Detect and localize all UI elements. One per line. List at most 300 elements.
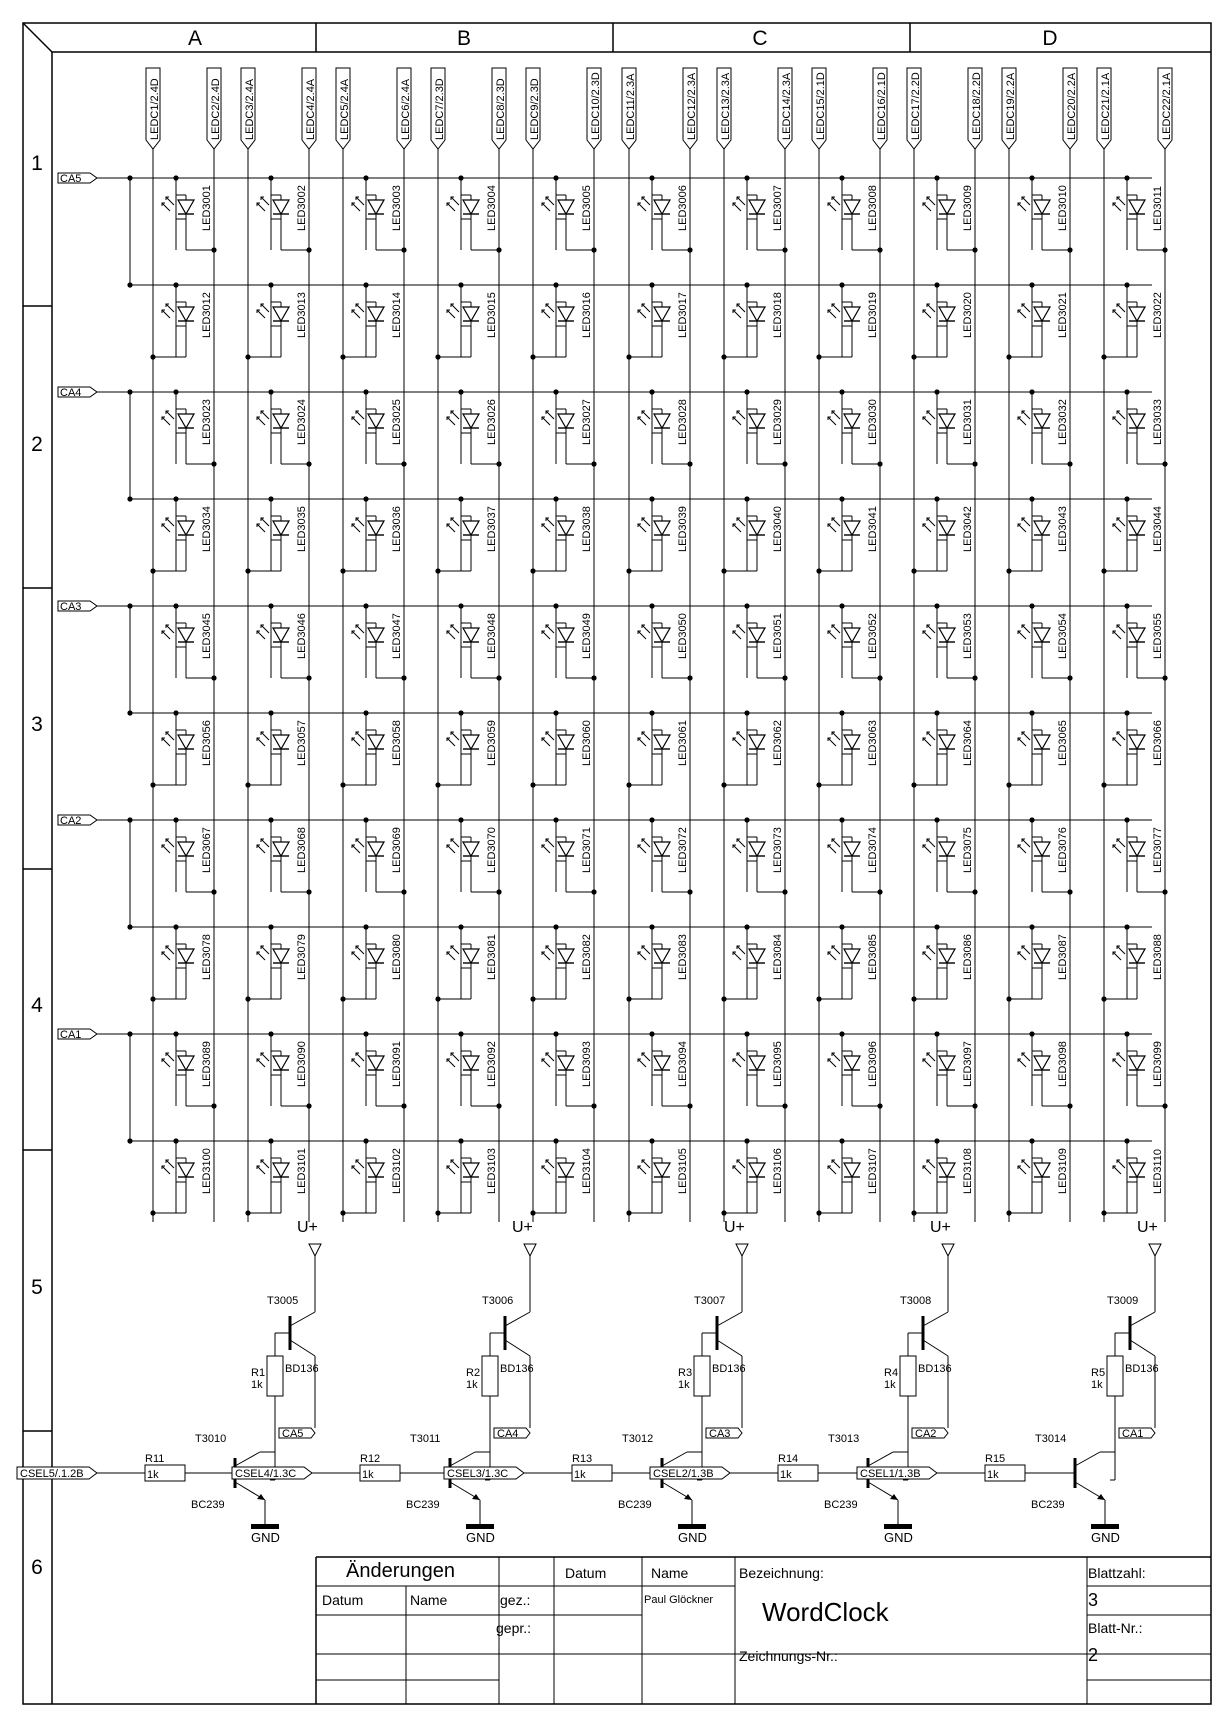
led-label: LED3090 (296, 1041, 308, 1087)
led-label: LED3024 (296, 399, 308, 445)
junction-dot (839, 603, 844, 608)
led (911, 924, 974, 1001)
led (626, 496, 689, 573)
led-label: LED3072 (677, 827, 689, 873)
led-label: LED3108 (962, 1148, 974, 1194)
supply-label: U+ (930, 1219, 951, 1236)
junction-dot (211, 247, 216, 252)
junction-dot (363, 710, 368, 715)
light-arrow-icon (832, 625, 840, 633)
led-label: LED3057 (296, 720, 308, 766)
led (816, 710, 879, 787)
grid-row-label: 1 (31, 152, 43, 175)
led-label: LED3007 (772, 185, 784, 231)
led-label: LED3041 (867, 506, 879, 552)
light-arrow-icon (737, 1053, 745, 1061)
light-arrow-icon (733, 952, 741, 960)
junction-dot (687, 1103, 692, 1108)
led (257, 817, 312, 894)
light-arrow-icon (927, 946, 935, 954)
led-diode-icon (654, 842, 670, 856)
light-arrow-icon (356, 946, 364, 954)
junction-dot (687, 461, 692, 466)
junction-dot (363, 603, 368, 608)
light-arrow-icon (352, 417, 360, 425)
led-label: LED3098 (1057, 1041, 1069, 1087)
supply-arrow-icon (942, 1244, 954, 1256)
led-diode-icon (654, 200, 670, 214)
light-arrow-icon (447, 738, 455, 746)
led-label: LED3038 (581, 506, 593, 552)
junction-dot (268, 1031, 273, 1036)
led-label: LED3011 (1152, 185, 1164, 231)
junction-dot (150, 782, 155, 787)
junction-dot (934, 603, 939, 608)
pnp-type-label: BD136 (712, 1363, 746, 1375)
light-arrow-icon (166, 732, 174, 740)
junction-dot (553, 496, 558, 501)
junction-dot (150, 568, 155, 573)
led-diode-icon (654, 1163, 670, 1177)
junction-dot (363, 1138, 368, 1143)
light-arrow-icon (828, 310, 836, 318)
column-connector (146, 68, 161, 178)
junction-dot (458, 1031, 463, 1036)
light-arrow-icon (832, 839, 840, 847)
junction-dot (1124, 389, 1129, 394)
sheet-number-label: Blatt-Nr.: (1088, 1620, 1143, 1636)
junction-dot (782, 247, 787, 252)
junction-dot (877, 1103, 882, 1108)
junction-dot (530, 1210, 535, 1215)
light-arrow-icon (832, 1160, 840, 1168)
light-arrow-icon (642, 839, 650, 847)
led (150, 924, 213, 1001)
pnp-label: T3009 (1107, 1295, 1139, 1307)
column-connector (241, 68, 256, 178)
led-label: LED3066 (1152, 720, 1164, 766)
junction-dot (649, 1031, 654, 1036)
junction-dot (649, 282, 654, 287)
light-arrow-icon (733, 524, 741, 532)
grid-column-label: C (752, 27, 768, 50)
led (923, 389, 978, 466)
led-diode-icon (368, 307, 384, 321)
led (542, 1031, 597, 1108)
junction-dot (1006, 782, 1011, 787)
led-diode-icon (1034, 414, 1050, 428)
resistor-icon (1107, 1356, 1123, 1396)
junction-dot (173, 817, 178, 822)
column-connector-label: LEDC9/2.3D (529, 78, 541, 140)
led-diode-icon (368, 628, 384, 642)
junction-dot (173, 282, 178, 287)
led-diode-icon (368, 949, 384, 963)
led-diode-icon (463, 628, 479, 642)
junction-dot (782, 889, 787, 894)
junction-dot (173, 389, 178, 394)
junction-dot (816, 568, 821, 573)
junction-dot (553, 710, 558, 715)
base-resistor-label: R11 (145, 1453, 165, 1465)
light-arrow-icon (832, 946, 840, 954)
led-diode-icon (273, 1163, 289, 1177)
junction-dot (1124, 1138, 1129, 1143)
led-label: LED3065 (1057, 720, 1069, 766)
npn-collector (235, 1452, 260, 1466)
led-diode-icon (178, 949, 194, 963)
junction-dot (268, 282, 273, 287)
led-label: LED3101 (296, 1148, 308, 1194)
led-label: LED3104 (581, 1148, 593, 1194)
led-label: LED3069 (391, 827, 403, 873)
input-label: CSEL4/1.3C (235, 1468, 297, 1480)
pnp-collector (923, 1340, 948, 1356)
junction-dot (458, 496, 463, 501)
led-diode-icon (368, 842, 384, 856)
junction-dot (530, 996, 535, 1001)
led-label: LED3023 (201, 399, 213, 445)
led (352, 389, 407, 466)
led-diode-icon (178, 307, 194, 321)
led-diode-icon (558, 628, 574, 642)
led-diode-icon (558, 842, 574, 856)
led (923, 175, 978, 252)
junction-dot (363, 175, 368, 180)
led (530, 282, 593, 359)
junction-dot (401, 889, 406, 894)
light-arrow-icon (638, 203, 646, 211)
led-label: LED3102 (391, 1148, 403, 1194)
light-arrow-icon (638, 952, 646, 960)
column-connector (907, 68, 922, 178)
light-arrow-icon (257, 310, 265, 318)
column-connector (873, 68, 888, 178)
led-label: LED3048 (486, 613, 498, 659)
led (447, 603, 502, 680)
led (1113, 1031, 1168, 1108)
junction-dot (934, 710, 939, 715)
light-arrow-icon (927, 411, 935, 419)
ground-icon (251, 1524, 279, 1529)
led-label: LED3064 (962, 720, 974, 766)
led-diode-icon (749, 1163, 765, 1177)
light-arrow-icon (352, 203, 360, 211)
column-connector-label: LEDC22/2.1A (1161, 72, 1173, 140)
junction-dot (934, 496, 939, 501)
led-label: LED3028 (677, 399, 689, 445)
led (733, 175, 788, 252)
led-diode-icon (749, 414, 765, 428)
row-bus-group (58, 173, 1152, 288)
led-diode-icon (273, 949, 289, 963)
light-arrow-icon (642, 1053, 650, 1061)
junction-dot (306, 461, 311, 466)
sheet-count-label: Blattzahl: (1088, 1565, 1146, 1581)
junction-dot (268, 817, 273, 822)
supply-arrow-icon (524, 1244, 536, 1256)
led-label: LED3071 (581, 827, 593, 873)
led-label: LED3034 (201, 506, 213, 552)
column-connector-label: LEDC2/2.4D (210, 78, 222, 140)
led-label: LED3087 (1057, 934, 1069, 980)
supply-arrow-icon (736, 1244, 748, 1256)
title-block (316, 1557, 1211, 1704)
supply-arrow-icon (309, 1244, 321, 1256)
junction-dot (816, 1210, 821, 1215)
led-diode-icon (273, 200, 289, 214)
led-diode-icon (463, 735, 479, 749)
row-bus-group (58, 601, 1152, 716)
led-diode-icon (558, 1056, 574, 1070)
light-arrow-icon (352, 1059, 360, 1067)
led (1006, 710, 1069, 787)
led-label: LED3045 (201, 613, 213, 659)
drawing-number-label: Zeichnungs-Nr.: (739, 1648, 838, 1664)
junction-dot (1162, 889, 1167, 894)
led-label: LED3075 (962, 827, 974, 873)
npn-emitter-arrow-icon (684, 1494, 692, 1500)
light-arrow-icon (546, 839, 554, 847)
light-arrow-icon (1117, 197, 1125, 205)
junction-dot (1162, 461, 1167, 466)
light-arrow-icon (451, 839, 459, 847)
junction-dot (744, 924, 749, 929)
junction-dot (435, 568, 440, 573)
junction-dot (401, 1103, 406, 1108)
junction-dot (1067, 889, 1072, 894)
junction-dot (150, 1210, 155, 1215)
light-arrow-icon (733, 1166, 741, 1174)
junction-dot (1029, 710, 1034, 715)
junction-dot (268, 389, 273, 394)
light-arrow-icon (1018, 631, 1026, 639)
led-label: LED3095 (772, 1041, 784, 1087)
led-diode-icon (939, 949, 955, 963)
pnp-collector (505, 1340, 530, 1356)
light-arrow-icon (638, 310, 646, 318)
led-diode-icon (273, 307, 289, 321)
column-connector (683, 68, 698, 178)
light-arrow-icon (546, 1160, 554, 1168)
junction-dot (150, 354, 155, 359)
led (1101, 282, 1164, 359)
led (447, 389, 502, 466)
led-label: LED3073 (772, 827, 784, 873)
junction-dot (972, 1103, 977, 1108)
light-arrow-icon (927, 518, 935, 526)
light-arrow-icon (828, 524, 836, 532)
light-arrow-icon (1117, 946, 1125, 954)
junction-dot (911, 782, 916, 787)
led-label: LED3088 (1152, 934, 1164, 980)
led-diode-icon (844, 842, 860, 856)
light-arrow-icon (1117, 304, 1125, 312)
led-label: LED3062 (772, 720, 784, 766)
junction-dot (1029, 603, 1034, 608)
junction-dot (306, 247, 311, 252)
light-arrow-icon (352, 1166, 360, 1174)
junction-dot (934, 282, 939, 287)
npn-collector (450, 1452, 475, 1466)
junction-dot (363, 282, 368, 287)
junction-dot (435, 782, 440, 787)
light-arrow-icon (828, 1059, 836, 1067)
junction-dot (934, 175, 939, 180)
light-arrow-icon (927, 304, 935, 312)
led (1101, 496, 1164, 573)
junction-dot (553, 603, 558, 608)
column-connector-label: LEDC11/2.3A (625, 73, 637, 140)
grid-labels (31, 27, 1057, 1579)
led-label: LED3082 (581, 934, 593, 980)
junction-dot (268, 496, 273, 501)
junction-dot (934, 924, 939, 929)
junction-dot (458, 710, 463, 715)
led-label: LED3031 (962, 399, 974, 445)
led (816, 496, 879, 573)
column-connector (492, 68, 507, 178)
led (435, 710, 498, 787)
junction-dot (744, 496, 749, 501)
light-arrow-icon (638, 631, 646, 639)
led (530, 924, 593, 1001)
column-connector (778, 68, 793, 178)
led (828, 817, 883, 894)
junction-dot (245, 782, 250, 787)
led-diode-icon (558, 949, 574, 963)
column-connector-label: LEDC15/2.1D (815, 72, 827, 140)
column-connector (302, 68, 317, 178)
pnp-collector (290, 1340, 315, 1356)
junction-dot (816, 782, 821, 787)
junction-dot (340, 1210, 345, 1215)
light-arrow-icon (257, 738, 265, 746)
pnp-emitter (290, 1312, 315, 1326)
light-arrow-icon (832, 518, 840, 526)
light-arrow-icon (828, 631, 836, 639)
supply-label: U+ (512, 1219, 533, 1236)
led-label: LED3078 (201, 934, 213, 980)
column-connector-label: LEDC4/2.4A (305, 78, 317, 140)
light-arrow-icon (447, 203, 455, 211)
led (340, 1138, 403, 1215)
junction-dot (1029, 175, 1034, 180)
light-arrow-icon (166, 197, 174, 205)
column-connector-label: LEDC10/2.3D (590, 72, 602, 140)
led-diode-icon (368, 414, 384, 428)
light-arrow-icon (642, 197, 650, 205)
led-label: LED3063 (867, 720, 879, 766)
column-connector (336, 68, 351, 178)
light-arrow-icon (166, 946, 174, 954)
led-diode-icon (844, 735, 860, 749)
junction-dot (649, 924, 654, 929)
led-diode-icon (749, 521, 765, 535)
light-arrow-icon (447, 952, 455, 960)
npn-type-label: BC239 (824, 1499, 858, 1511)
junction-dot (1162, 1103, 1167, 1108)
junction-dot (782, 675, 787, 680)
led (816, 282, 879, 359)
led-diode-icon (368, 1056, 384, 1070)
column-connector (1097, 68, 1112, 178)
led-label: LED3037 (486, 506, 498, 552)
led (340, 924, 403, 1001)
junction-dot (1124, 817, 1129, 822)
light-arrow-icon (356, 1053, 364, 1061)
junction-dot (972, 461, 977, 466)
junction-dot (530, 782, 535, 787)
junction-dot (744, 1031, 749, 1036)
junction-dot (782, 461, 787, 466)
junction-dot (839, 282, 844, 287)
led-diode-icon (654, 414, 670, 428)
resistor-label: R2 (466, 1367, 481, 1379)
junction-dot (1101, 568, 1106, 573)
led-diode-icon (939, 735, 955, 749)
output-label: CA3 (709, 1428, 731, 1440)
led-diode-icon (939, 1163, 955, 1177)
light-arrow-icon (737, 732, 745, 740)
column-connector-label: LEDC14/2.3A (781, 72, 793, 140)
resistor-icon (267, 1356, 283, 1396)
resistor-value: 1k (678, 1379, 690, 1391)
led-label: LED3086 (962, 934, 974, 980)
led-label: LED3001 (201, 185, 213, 231)
led (626, 282, 689, 359)
light-arrow-icon (352, 524, 360, 532)
npn-collector (1075, 1452, 1100, 1466)
light-arrow-icon (261, 304, 269, 312)
light-arrow-icon (261, 411, 269, 419)
light-arrow-icon (1113, 1166, 1121, 1174)
led-label: LED3033 (1152, 399, 1164, 445)
base-resistor-label: R13 (572, 1453, 593, 1465)
column-connector (431, 68, 446, 178)
base-resistor-value: 1k (780, 1469, 792, 1481)
light-arrow-icon (542, 1166, 550, 1174)
led (638, 1031, 693, 1108)
light-arrow-icon (451, 1160, 459, 1168)
junction-dot (553, 389, 558, 394)
led-diode-icon (1034, 1163, 1050, 1177)
led (1018, 603, 1073, 680)
pnp-type-label: BD136 (1125, 1363, 1159, 1375)
light-arrow-icon (451, 304, 459, 312)
light-arrow-icon (1117, 1160, 1125, 1168)
sheet-number-value: 2 (1088, 1645, 1099, 1665)
light-arrow-icon (261, 1160, 269, 1168)
junction-dot (1029, 817, 1034, 822)
output-label: CA4 (497, 1428, 519, 1440)
led (340, 710, 403, 787)
led-diode-icon (939, 307, 955, 321)
light-arrow-icon (737, 625, 745, 633)
led-diode-icon (749, 200, 765, 214)
led-label: LED3105 (677, 1148, 689, 1194)
junction-dot (340, 354, 345, 359)
led (257, 175, 312, 252)
light-arrow-icon (447, 631, 455, 639)
light-arrow-icon (166, 1160, 174, 1168)
light-arrow-icon (642, 946, 650, 954)
light-arrow-icon (642, 304, 650, 312)
led (542, 817, 597, 894)
led-diode-icon (368, 1163, 384, 1177)
npn-emitter-arrow-icon (1097, 1494, 1105, 1500)
light-arrow-icon (166, 1053, 174, 1061)
